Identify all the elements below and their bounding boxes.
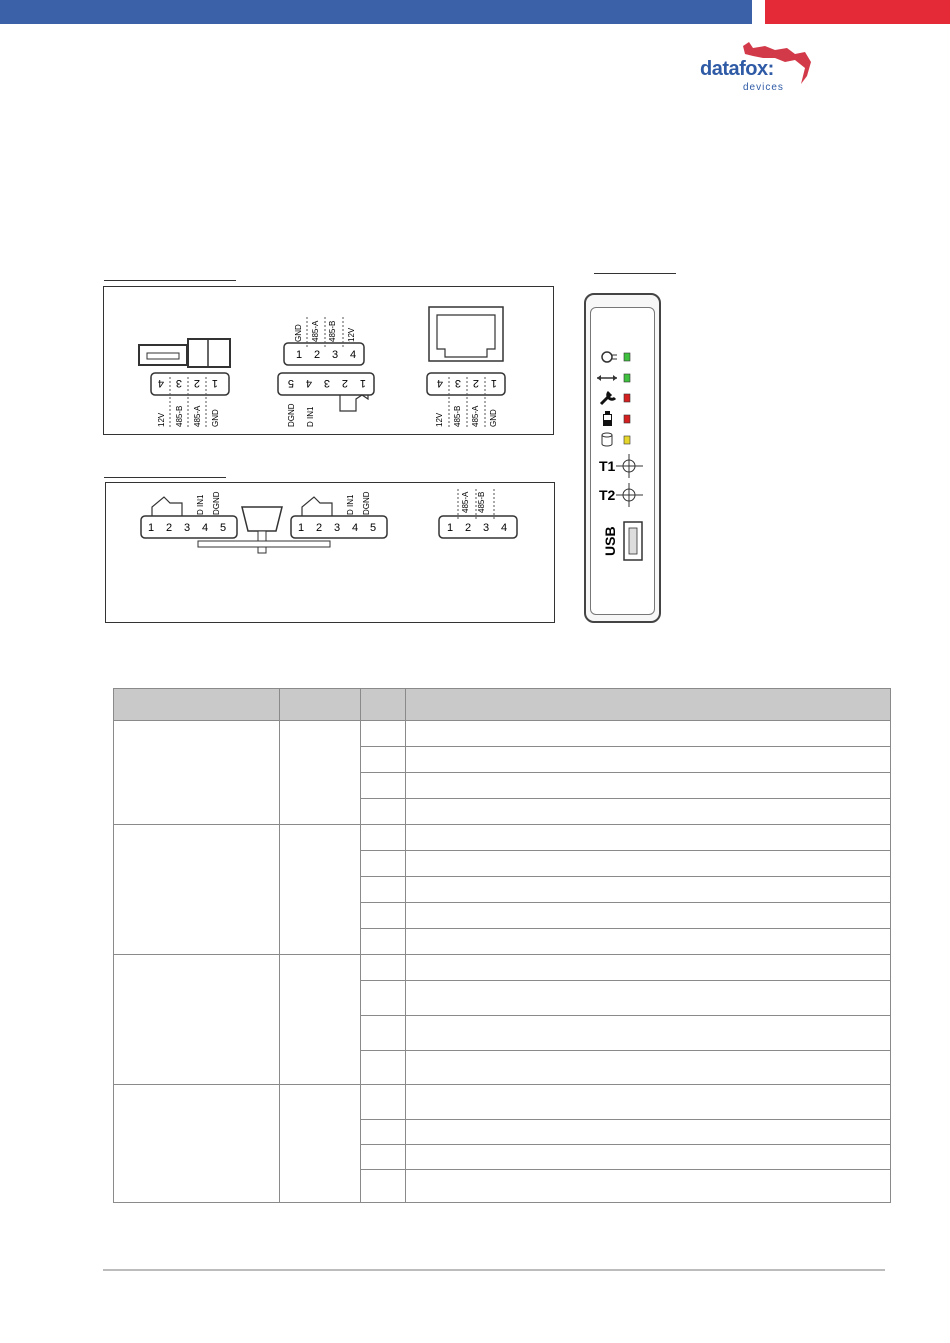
pin-number: 4 xyxy=(305,377,312,389)
terminal-block-left xyxy=(151,373,229,427)
table-cell xyxy=(361,877,406,903)
logo-brand-text: datafox: xyxy=(700,58,774,80)
table-cell xyxy=(361,1120,406,1145)
table-header-cell xyxy=(361,689,406,721)
table-cell xyxy=(406,825,891,851)
pin-number: 3 xyxy=(334,522,341,534)
table-cell xyxy=(406,851,891,877)
wire-label: 485-B xyxy=(477,491,486,513)
pin-number: 3 xyxy=(483,522,490,534)
table-cell xyxy=(280,955,361,1085)
device-panel-svg xyxy=(591,308,654,614)
pin-number: 3 xyxy=(184,522,191,534)
table-cell xyxy=(361,799,406,825)
usb-label: USB xyxy=(602,526,618,556)
wire-label: GND xyxy=(489,409,498,427)
database-icon xyxy=(602,433,612,446)
terminal-block-middle-upper xyxy=(284,317,364,365)
table-cell xyxy=(406,747,891,773)
pin-number: 5 xyxy=(287,377,294,389)
table-cell xyxy=(361,1170,406,1203)
table-cell xyxy=(406,1145,891,1170)
device-front-view xyxy=(584,293,661,623)
terminal-block-right xyxy=(427,373,505,427)
footer-divider xyxy=(103,1269,885,1271)
led-service xyxy=(624,394,630,402)
table-cell xyxy=(406,799,891,825)
pin-number: 1 xyxy=(359,377,366,389)
table-cell xyxy=(361,721,406,747)
table-cell xyxy=(406,1085,891,1120)
pin-number: 5 xyxy=(220,522,227,534)
led-memory xyxy=(624,436,630,444)
wire-label: 485-B xyxy=(453,405,462,427)
table-cell xyxy=(361,1051,406,1085)
table-row xyxy=(114,721,891,747)
table-cell xyxy=(361,851,406,877)
heading-underline xyxy=(104,477,226,478)
wire-label: D IN1 xyxy=(196,494,205,515)
wire-label: 12V xyxy=(347,327,356,342)
wire-label: D IN1 xyxy=(306,406,315,427)
pin-assignment-table xyxy=(113,688,891,1203)
led-communication xyxy=(624,374,630,382)
wire-label: DGND xyxy=(362,491,371,515)
device-panel xyxy=(590,307,655,615)
pin-number: 5 xyxy=(370,522,377,534)
wire-label: 485-B xyxy=(328,320,337,342)
pin-number: 3 xyxy=(323,377,330,389)
pin-number: 1 xyxy=(211,377,218,389)
pin-number: 2 xyxy=(472,377,479,389)
arrows-left-right-icon xyxy=(597,375,617,381)
company-logo xyxy=(695,40,825,100)
table-header-row xyxy=(114,689,891,721)
wrench-icon xyxy=(601,392,615,404)
pin-number: 1 xyxy=(447,522,454,534)
table-cell xyxy=(361,1016,406,1051)
wire-label: 485-A xyxy=(311,320,320,342)
terminal-block-left xyxy=(141,491,237,538)
table-cell xyxy=(280,721,361,825)
t2-button-icon xyxy=(616,483,643,507)
heading-underline xyxy=(104,280,236,281)
wire-label: GND xyxy=(294,324,303,342)
pin-number: 4 xyxy=(157,377,164,389)
table-cell xyxy=(280,1085,361,1203)
table-cell xyxy=(406,981,891,1016)
wire-label: DGND xyxy=(212,491,221,515)
table-cell xyxy=(280,825,361,955)
table-row xyxy=(114,955,891,981)
pin-number: 2 xyxy=(314,349,321,361)
pin-number: 3 xyxy=(454,377,461,389)
logo-sub-text: devices xyxy=(743,82,784,93)
pin-number: 3 xyxy=(175,377,182,389)
led-power xyxy=(624,353,630,361)
pin-number: 2 xyxy=(316,522,323,534)
wire-label: 12V xyxy=(157,412,166,427)
connector-diagram-top xyxy=(103,286,554,435)
pin-number: 2 xyxy=(341,377,348,389)
terminal-block-middle xyxy=(291,491,387,538)
heading-underline xyxy=(594,273,676,274)
wire-label: 485-A xyxy=(461,491,470,513)
connector-diagram-top-svg xyxy=(104,287,553,434)
pin-number: 2 xyxy=(193,377,200,389)
table-cell xyxy=(406,1170,891,1203)
table-header-cell xyxy=(114,689,280,721)
connector-diagram-bottom xyxy=(105,482,555,623)
wire-label: GND xyxy=(211,409,220,427)
table-cell xyxy=(406,877,891,903)
pin-number: 4 xyxy=(350,349,357,361)
connector-diagram-bottom-svg xyxy=(106,483,554,622)
terminal-block-middle-lower xyxy=(278,373,374,427)
table-cell xyxy=(114,955,280,1085)
led-battery xyxy=(624,415,630,423)
table-cell xyxy=(406,1051,891,1085)
table-cell xyxy=(114,721,280,825)
table-cell xyxy=(361,929,406,955)
wire-label: 485-B xyxy=(175,405,184,427)
usb-port-icon xyxy=(139,339,230,367)
t1-label: T1 xyxy=(599,458,616,474)
table-cell xyxy=(406,929,891,955)
table-header-cell xyxy=(406,689,891,721)
header-bar-blue xyxy=(0,0,752,24)
usb-port-icon xyxy=(624,522,642,560)
wire-label: DGND xyxy=(287,403,296,427)
table-cell xyxy=(406,955,891,981)
t1-button-icon xyxy=(616,454,643,478)
table-cell xyxy=(406,721,891,747)
table-cell xyxy=(114,1085,280,1203)
pin-number: 4 xyxy=(202,522,209,534)
table-cell xyxy=(361,747,406,773)
pin-number: 1 xyxy=(148,522,155,534)
table-cell xyxy=(406,773,891,799)
pin-number: 4 xyxy=(352,522,359,534)
wire-label: 12V xyxy=(435,412,444,427)
pin-number: 4 xyxy=(501,522,508,534)
pin-number: 3 xyxy=(332,349,339,361)
pin-number: 1 xyxy=(296,349,303,361)
wire-label: D IN1 xyxy=(346,494,355,515)
header-bar-red xyxy=(765,0,950,24)
wire-label: 485-A xyxy=(193,405,202,427)
pin-number: 1 xyxy=(298,522,305,534)
table-cell xyxy=(406,903,891,929)
table-cell xyxy=(361,773,406,799)
wire-label: 485-A xyxy=(471,405,480,427)
table-cell xyxy=(361,955,406,981)
table-header-cell xyxy=(280,689,361,721)
t2-label: T2 xyxy=(599,487,616,503)
battery-icon xyxy=(603,411,612,426)
table-cell xyxy=(406,1016,891,1051)
terminal-block-right xyxy=(439,489,517,538)
rj45-port-icon xyxy=(429,307,503,361)
pin-number: 2 xyxy=(465,522,472,534)
power-plug-icon xyxy=(602,352,617,362)
table-cell xyxy=(361,903,406,929)
pin-number: 2 xyxy=(166,522,173,534)
table-cell xyxy=(361,1145,406,1170)
table-cell xyxy=(361,981,406,1016)
pin-number: 1 xyxy=(490,377,497,389)
table-cell xyxy=(114,825,280,955)
table-cell xyxy=(361,825,406,851)
table-row xyxy=(114,1085,891,1120)
pin-number: 4 xyxy=(436,377,443,389)
table-cell xyxy=(406,1120,891,1145)
table-cell xyxy=(361,1085,406,1120)
table-row xyxy=(114,825,891,851)
